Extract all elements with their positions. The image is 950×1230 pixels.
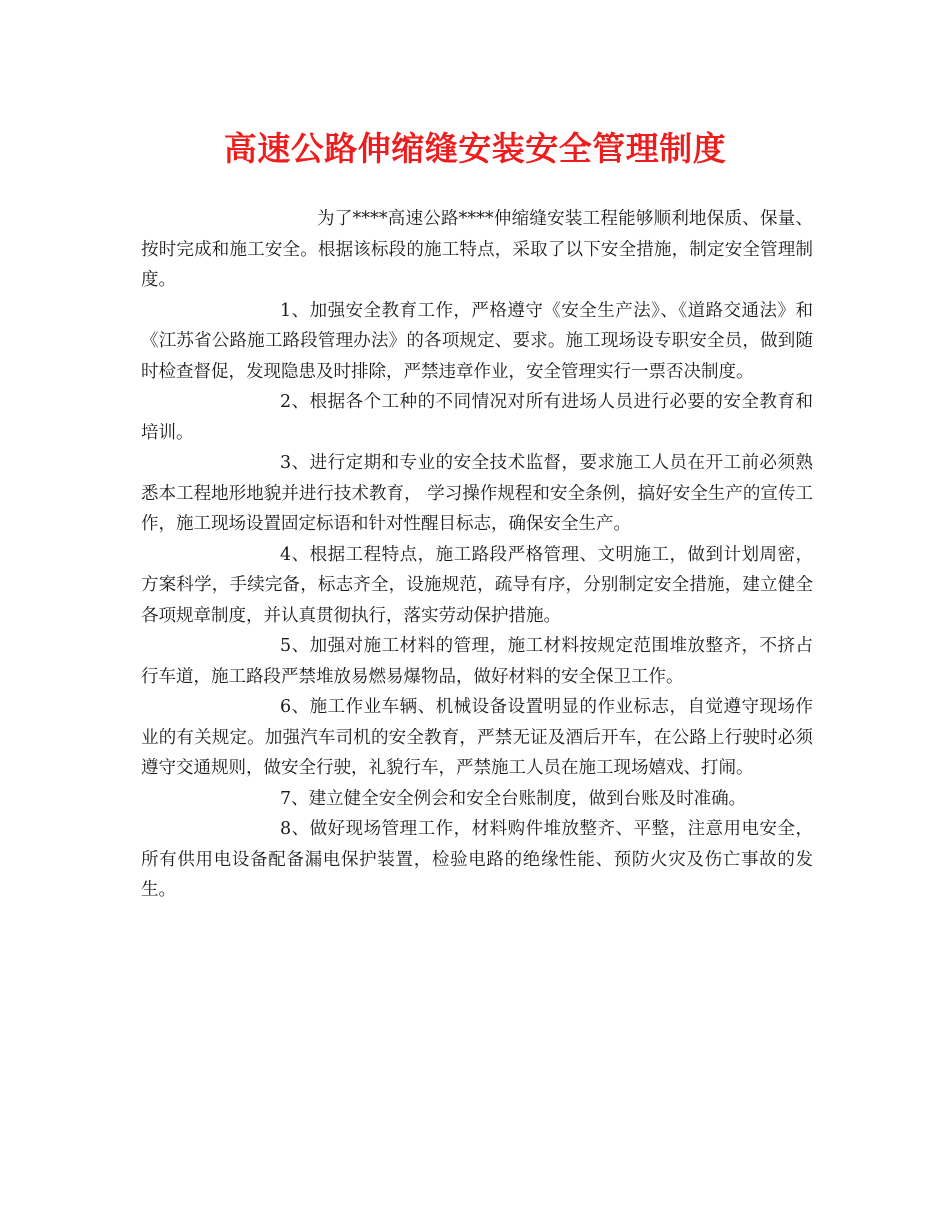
regulation-item-7: 7、建立健全安全例会和安全台账制度，做到台账及时准确。: [280, 788, 747, 809]
regulation-item-5: 5、加强对施工材料的管理，施工材料按规定范围堆放整齐，不挤占行车道，施工路段严禁堆放易燃易爆物品，做好材料的安全保卫工作。: [141, 636, 813, 687]
regulation-item-8: 8、做好现场管理工作，材料购件堆放整齐、平整，注意用电安全，所有供用电设备配备漏电保护装置，检验电路的绝缘性能、预防火灾及伤亡事故的发生。: [141, 819, 813, 900]
regulation-item-1: 1、加强安全教育工作，严格遵守《安全生产法》、《道路交通法》和《江苏省公路施工路段管理办法》的各项规定、要求。施工现场设专职安全员，做到随时检查督促，发现隐患及时排除，严禁违章作业，安全管理实行一票否决制度。: [141, 300, 813, 382]
regulation-item-4: 4、根据工程特点，施工路段严格管理、文明施工，做到计划周密，方案科学，手续完备，标志齐全，设施规范，疏导有序，分别制定安全措施，建立健全各项规章制度，并认真贯彻执行，落实劳动保护措施。: [141, 544, 813, 626]
document-title: 高速公路伸缩缝安装安全管理制度: [223, 129, 727, 168]
intro-paragraph: 为了****高速公路****伸缩缝安装工程能够顺利地保质、保量、按时完成和施工安全。根据该标段的施工特点，采取了以下安全措施，制定安全管理制度。: [141, 209, 813, 290]
regulation-item-3: 3、进行定期和专业的安全技术监督，要求施工人员在开工前必须熟悉本工程地形地貌并进行技术教育， 学习操作规程和安全条例，搞好安全生产的宣传工作，施工现场设置固定标语和针对性醒目标志，确保安全生产。: [141, 453, 813, 534]
regulation-item-6: 6、施工作业车辆、机械设备设置明显的作业标志，自觉遵守现场作业的有关规定。加强汽车司机的安全教育，严禁无证及酒后开车，在公路上行驶时必须遵守交通规则，做安全行驶，礼貌行车，严禁施工人员在施工现场嬉戏、打闹。: [141, 697, 813, 778]
document-body: [141, 204, 813, 906]
regulation-item-2: 2、根据各个工种的不同情况对所有进场人员进行必要的安全教育和培训。: [141, 392, 813, 443]
